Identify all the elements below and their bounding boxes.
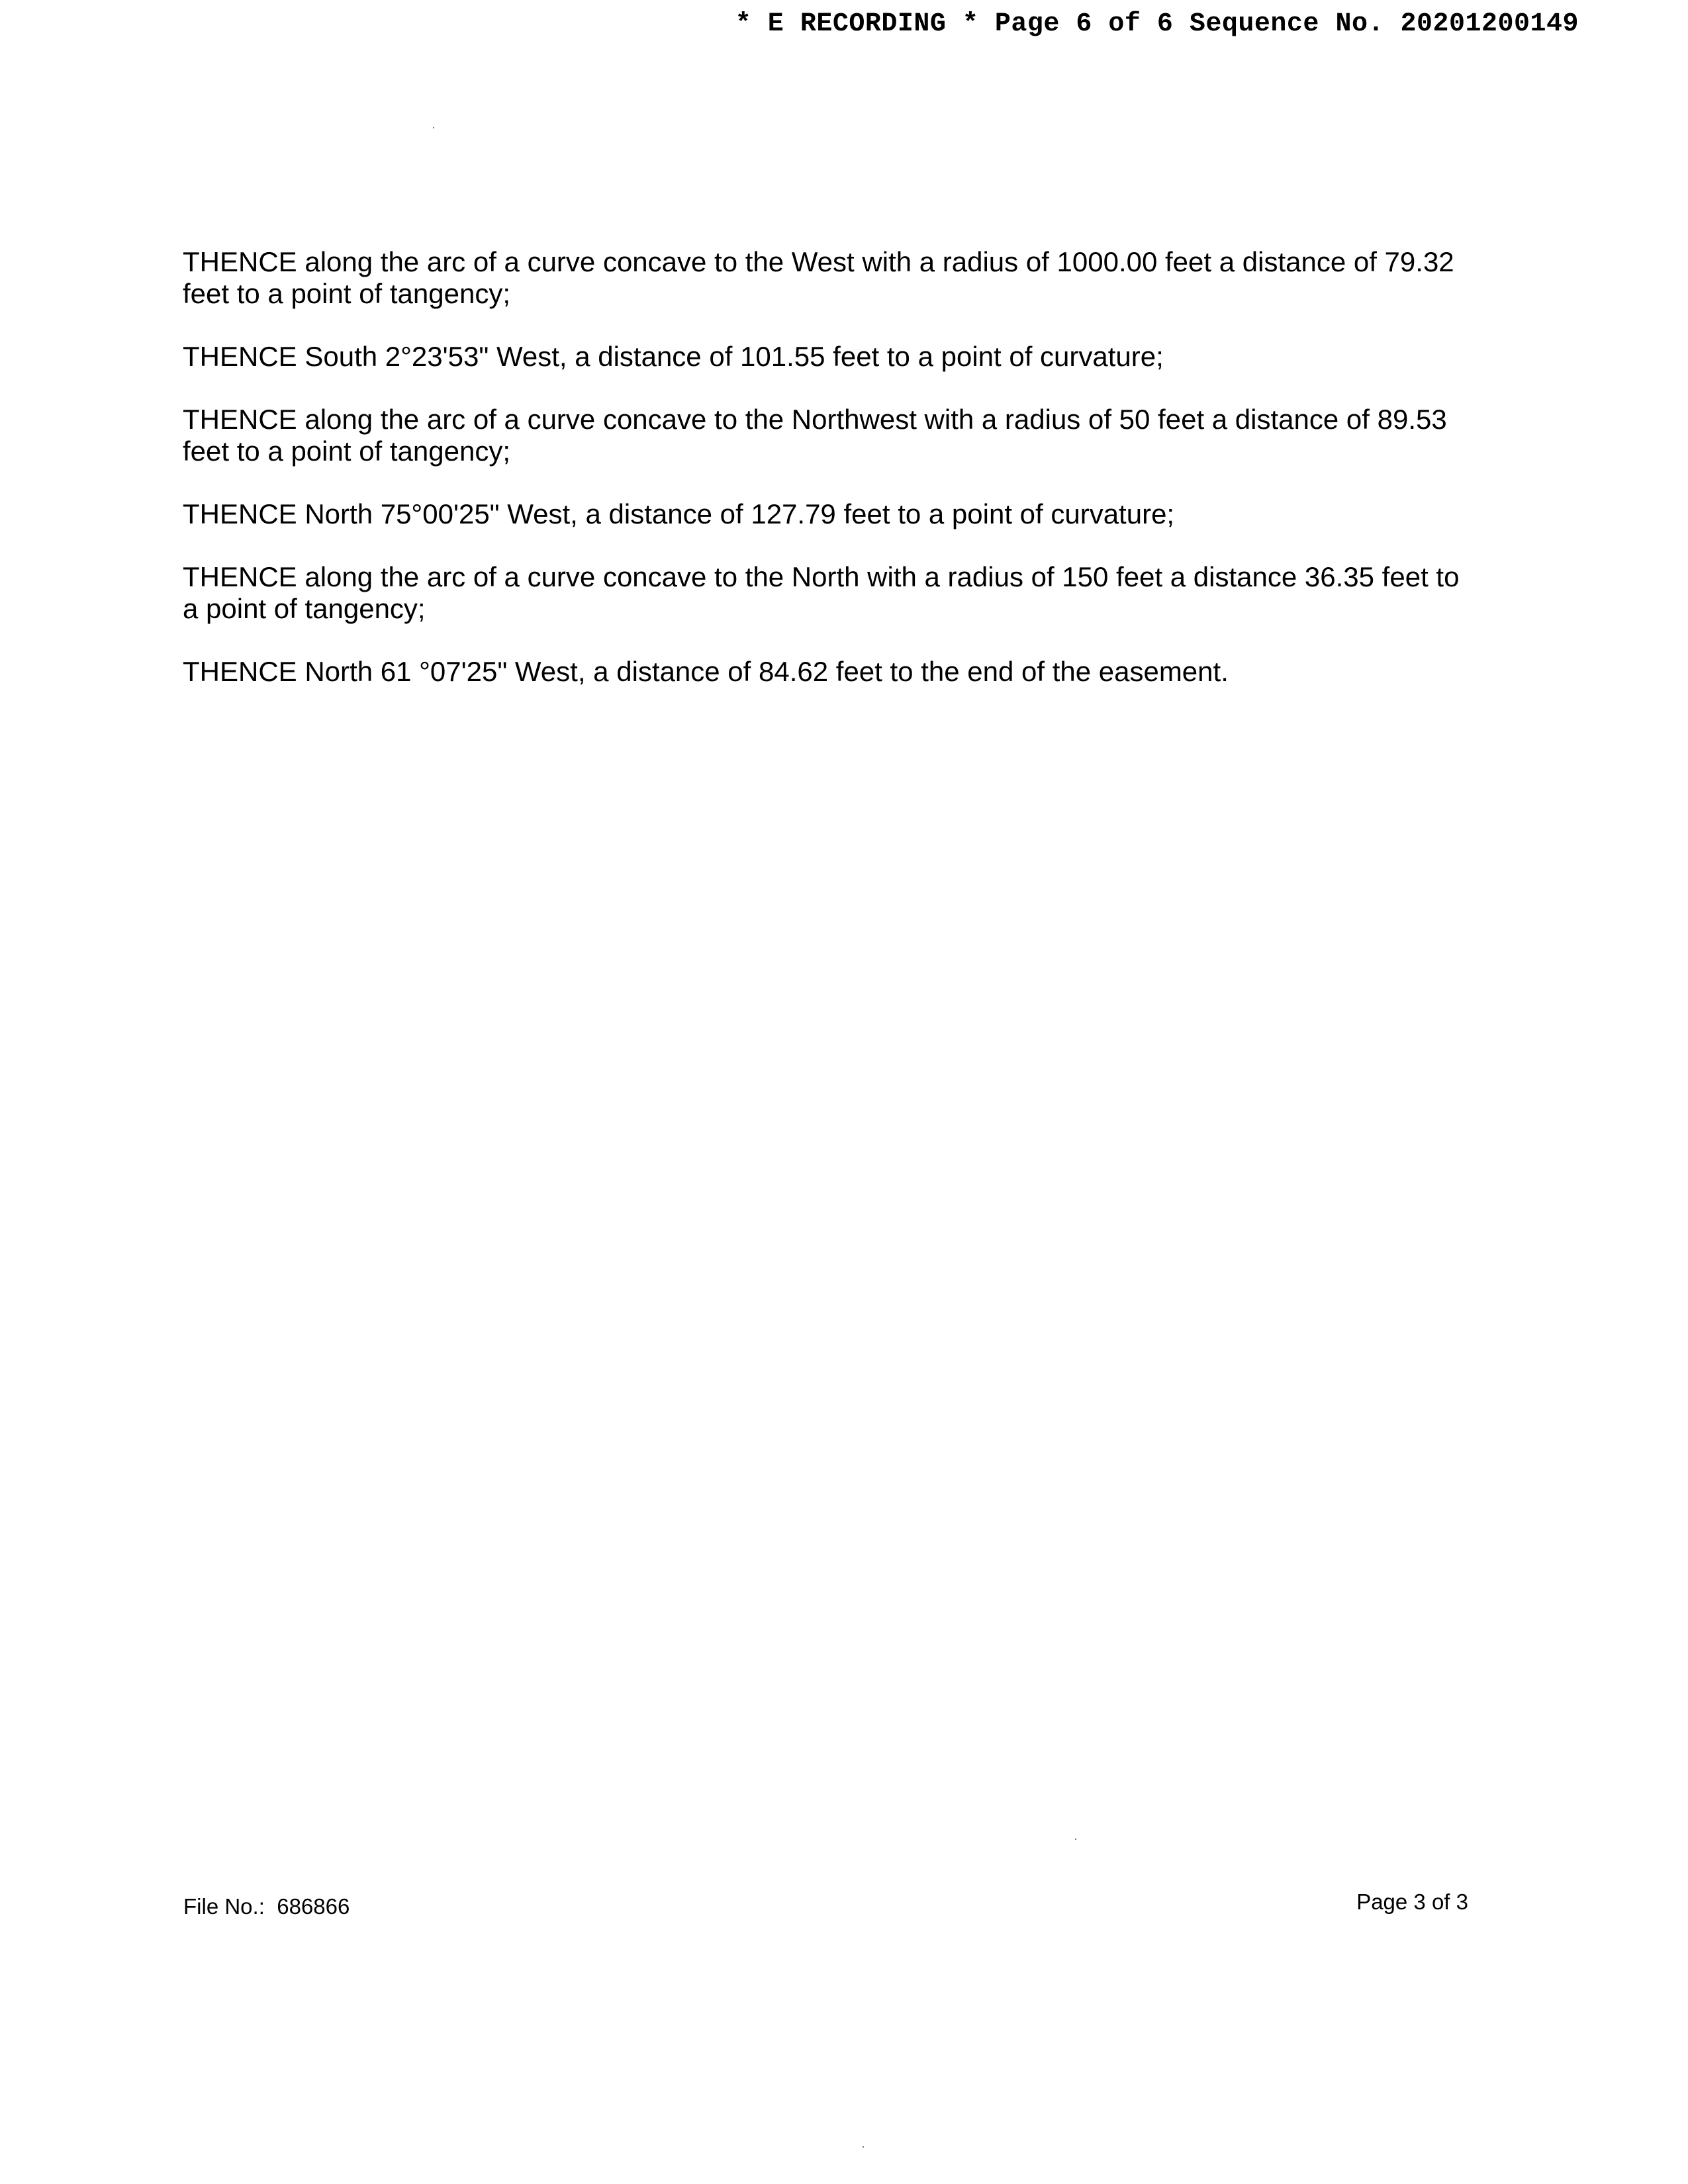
scan-speck xyxy=(863,2146,864,2148)
file-number-label: File No.: xyxy=(183,1894,265,1919)
recording-stamp-header: * E RECORDING * Page 6 of 6 Sequence No. 20201200149 xyxy=(735,9,1579,39)
legal-description-body xyxy=(183,246,1480,719)
file-number xyxy=(183,1894,350,1919)
scan-speck xyxy=(433,127,434,128)
file-number-value: 686866 xyxy=(277,1894,350,1919)
paragraph-north-61-course: THENCE North 61 °07'25" West, a distance of 84.62 feet to the end of the easement. xyxy=(183,656,1229,687)
paragraph-south-course: THENCE South 2°23'53" West, a distance of 101.55 feet to a point of curvature; xyxy=(183,341,1164,372)
page-number: Page 3 of 3 xyxy=(1356,1889,1468,1914)
paragraph-curve-north: THENCE along the arc of a curve concave to the North with a radius of 150 feet a distance 36.35 feet to a point of tangency; xyxy=(183,561,1460,624)
paragraph-curve-west: THENCE along the arc of a curve concave to the West with a radius of 1000.00 feet a distance of 79.32 feet to a point of tangency; xyxy=(183,246,1454,309)
paragraph-curve-northwest: THENCE along the arc of a curve concave to the Northwest with a radius of 50 feet a distance of 89.53 feet to a point of tangency; xyxy=(183,404,1447,467)
scan-speck xyxy=(1075,1839,1076,1840)
paragraph-north-75-course: THENCE North 75°00'25" West, a distance of 127.79 feet to a point of curvature; xyxy=(183,498,1175,529)
